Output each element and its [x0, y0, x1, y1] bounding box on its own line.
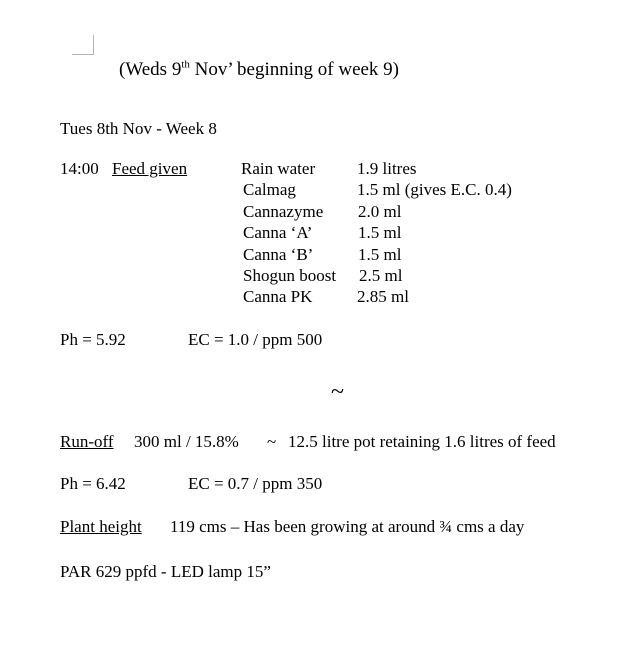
- feed-item-name: Canna ‘A’: [243, 223, 313, 242]
- plant-height-label: Plant height: [60, 517, 142, 536]
- page-corner-marker: [72, 35, 94, 55]
- page-title: [119, 60, 399, 80]
- runoff-note: 12.5 litre pot retaining 1.6 litres of feed: [288, 432, 556, 451]
- feed-item-amount: 1.5 ml: [358, 245, 402, 264]
- feed-item-amount: 2.85 ml: [357, 287, 409, 306]
- feed-item-amount: 1.5 ml: [358, 223, 402, 242]
- title-prefix: (Weds 9: [119, 59, 182, 80]
- feed-item-amount: 1.5 ml (gives E.C. 0.4): [357, 180, 512, 199]
- day-heading: Tues 8th Nov - Week 8: [60, 119, 217, 138]
- feed-item-amount: 1.9 litres: [357, 159, 417, 178]
- feed-item-name: Rain water: [241, 159, 316, 178]
- feed-label: Feed given: [112, 159, 188, 178]
- title-superscript: th: [181, 58, 190, 71]
- feed-item-amount: 2.0 ml: [358, 202, 402, 221]
- runoff-ec-reading: EC = 0.7 / ppm 350: [188, 474, 323, 493]
- feed-item-name: Cannazyme: [243, 202, 324, 221]
- feed-ec-reading: EC = 1.0 / ppm 500: [188, 330, 323, 349]
- runoff-label: Run-off: [60, 432, 114, 451]
- par-reading: PAR 629 ppfd - LED lamp 15”: [60, 562, 271, 581]
- plant-height-text: 119 cms – Has been growing at around ¾ cms a day: [170, 517, 525, 536]
- feed-time: 14:00: [60, 159, 99, 178]
- feed-ph-reading: Ph = 5.92: [60, 330, 126, 349]
- feed-item-name: Shogun boost: [243, 266, 337, 285]
- feed-item-name: Canna ‘B’: [243, 245, 314, 264]
- feed-item-name: Canna PK: [243, 287, 313, 306]
- feed-item-name: Calmag: [243, 180, 296, 199]
- runoff-ph-reading: Ph = 6.42: [60, 474, 126, 493]
- section-separator: ~: [331, 379, 344, 405]
- runoff-value: 300 ml / 15.8%: [134, 432, 239, 451]
- feed-item-amount: 2.5 ml: [359, 266, 403, 285]
- runoff-tilde: ~: [267, 432, 277, 451]
- title-suffix: Nov’ beginning of week 9): [189, 59, 400, 80]
